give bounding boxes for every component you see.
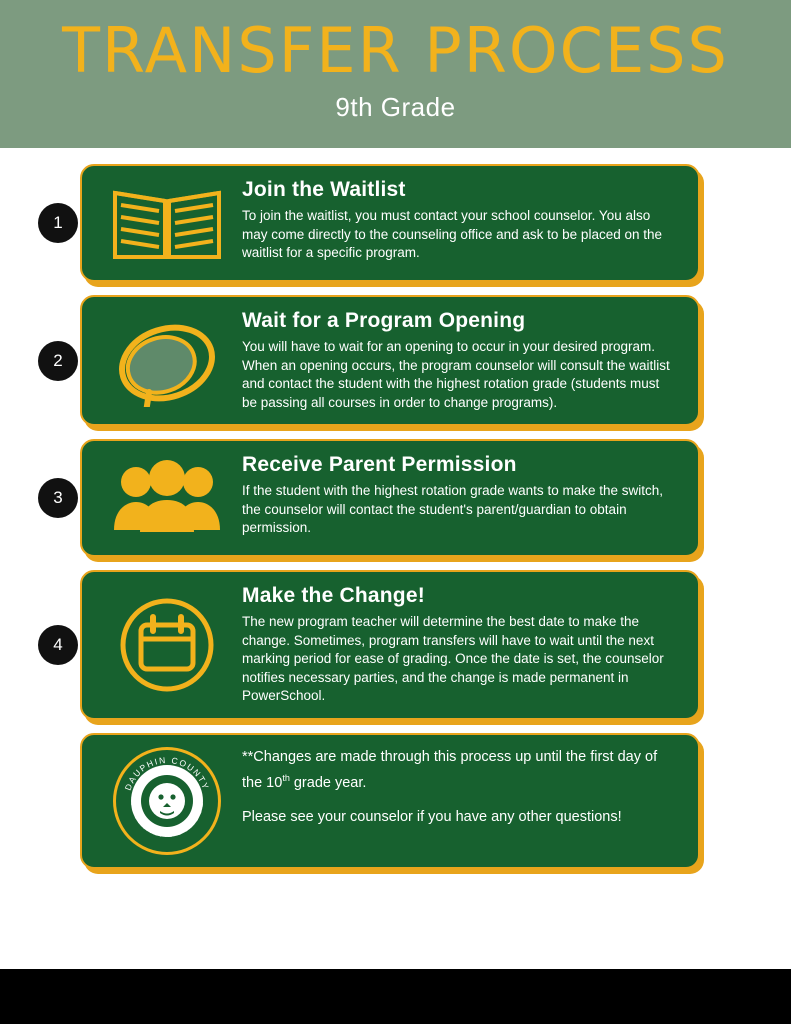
note-line-1-suffix: grade year.: [289, 774, 367, 791]
step-number-badge: 3: [38, 478, 78, 518]
calendar-icon: [92, 593, 242, 697]
step-text: [242, 453, 684, 538]
step-body: To join the waitlist, you must contact your school counselor. You also may come directly to the counseling office and ask to be placed on the waitlist for a specific program.: [242, 208, 663, 260]
step-card: [80, 439, 700, 557]
note-spacer: [242, 793, 678, 807]
step-card: [80, 295, 700, 426]
note-card: [80, 733, 700, 869]
note-step: [80, 733, 700, 869]
step-number-badge: 1: [38, 203, 78, 243]
steps-container: [0, 148, 791, 869]
seal-outer-ring: [113, 747, 221, 855]
step-number-badge: 4: [38, 625, 78, 665]
svg-text:DAUPHIN COUNTY: [123, 754, 212, 791]
step-body: If the student with the highest rotation grade wants to make the switch, the counselor will contact the student's parent/guardian to obtain permission.: [242, 483, 663, 535]
note-line-1-prefix: **Changes are made through this process up until the first day of the 10: [242, 748, 658, 791]
open-book-icon: [92, 179, 242, 267]
step-body: The new program teacher will determine the best date to make the change. Sometimes, program transfers will have to wait until the next marking period for ease of grading. Once the date is set, the counselor notifies necessary parties, and the change is made permanent in PowerSchool.: [242, 614, 664, 703]
svg-text:TECHNICAL SCHOOL: [129, 800, 205, 839]
step-2: [53, 295, 700, 426]
step-text: [242, 178, 684, 263]
step-card: [80, 570, 700, 720]
page-title: TRANSFER PROCESS: [62, 14, 729, 87]
note-text: [242, 747, 684, 829]
page-header: [0, 0, 791, 148]
seal-bottom-text: TECHNICAL SCHOOL: [128, 800, 206, 839]
step-text: [242, 584, 684, 706]
footer-bar: [0, 969, 791, 1024]
step-4: [53, 570, 700, 720]
step-title: Join the Waitlist: [242, 178, 406, 201]
seal-top-text: DAUPHIN COUNTY: [122, 754, 212, 792]
step-title: Wait for a Program Opening: [242, 309, 526, 332]
clock-stopwatch-icon: [92, 315, 242, 407]
step-title: Receive Parent Permission: [242, 453, 517, 476]
step-3: [53, 439, 700, 557]
note-line-2: Please see your counselor if you have any other questions!: [242, 809, 622, 826]
step-body: You will have to wait for an opening to occur in your desired program. When an opening occurs, the program counselor will consult the waitlist and contact the student with the highest rotation grade (students must be passing all courses in order to change programs).: [242, 339, 670, 410]
people-group-icon: [92, 458, 242, 538]
school-seal-logo: [92, 747, 242, 855]
step-card: [80, 164, 700, 282]
step-title: Make the Change!: [242, 584, 425, 607]
step-text: [242, 309, 684, 412]
page-subtitle: 9th Grade: [335, 92, 456, 122]
note-line-1: [242, 747, 678, 794]
step-number-badge: 2: [38, 341, 78, 381]
step-1: [53, 164, 700, 282]
note-line-1-sup: th: [282, 772, 290, 783]
